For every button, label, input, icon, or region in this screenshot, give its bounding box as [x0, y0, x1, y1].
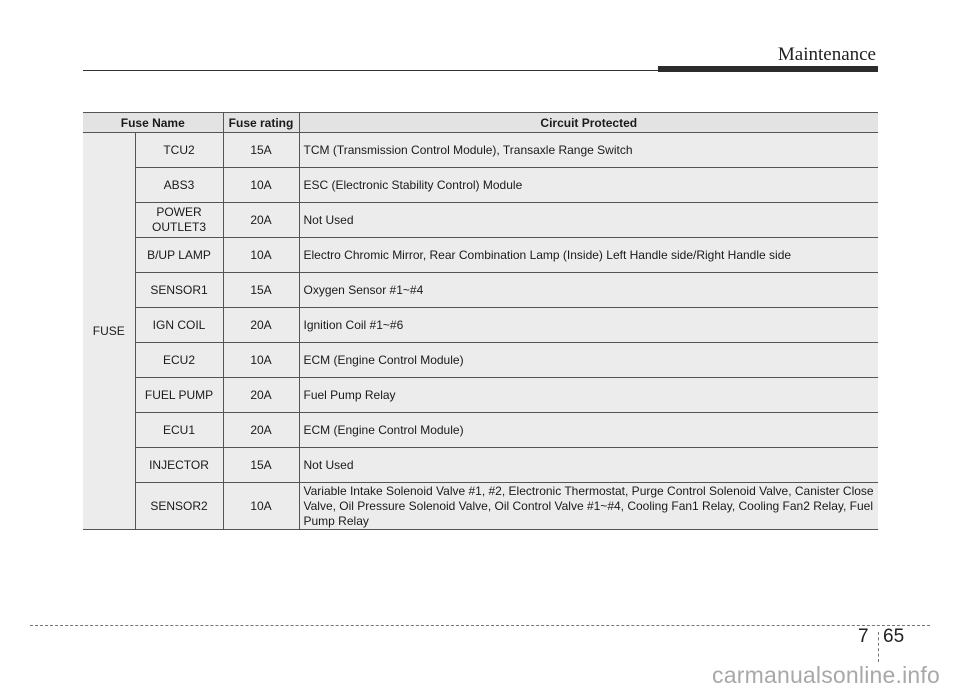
fuse-table	[83, 112, 878, 530]
circuit-protected-cell: Fuel Pump Relay	[299, 378, 878, 413]
page-number: 65	[883, 626, 905, 647]
fuse-rating-cell: 20A	[223, 413, 299, 448]
header-fuse-name: Fuse Name	[83, 113, 223, 133]
table-row	[83, 168, 878, 203]
table-row	[83, 413, 878, 448]
circuit-protected-cell: ESC (Electronic Stability Control) Module	[299, 168, 878, 203]
fuse-rating-cell: 15A	[223, 133, 299, 168]
fuse-rating-cell: 10A	[223, 168, 299, 203]
fuse-name-cell: B/UP LAMP	[135, 238, 223, 273]
fuse-name-cell: TCU2	[135, 133, 223, 168]
fuse-name-cell: INJECTOR	[135, 448, 223, 483]
fuse-rating-cell: 15A	[223, 448, 299, 483]
table-header-row	[83, 113, 878, 133]
fuse-rating-cell: 20A	[223, 308, 299, 343]
footer-dashed-line	[30, 625, 930, 626]
circuit-protected-cell: Electro Chromic Mirror, Rear Combination Lamp (Inside) Left Handle side/Right Handle side	[299, 238, 878, 273]
circuit-protected-cell: TCM (Transmission Control Module), Transaxle Range Switch	[299, 133, 878, 168]
fuse-rating-cell: 10A	[223, 238, 299, 273]
table-row	[83, 343, 878, 378]
section-title: Maintenance	[777, 44, 876, 65]
table-body	[83, 133, 878, 530]
fuse-rating-cell: 10A	[223, 343, 299, 378]
fuse-group-label: FUSE	[83, 133, 135, 530]
fuse-name-cell: POWER OUTLET3	[135, 203, 223, 238]
table-row	[83, 273, 878, 308]
fuse-name-cell: ECU2	[135, 343, 223, 378]
fuse-name-cell: IGN COIL	[135, 308, 223, 343]
watermark: carmanualsonline.info	[712, 662, 940, 688]
table-row	[83, 238, 878, 273]
fuse-name-cell: SENSOR2	[135, 483, 223, 530]
header-rule-accent	[658, 66, 878, 72]
fuse-rating-cell: 10A	[223, 483, 299, 530]
table-row	[83, 483, 878, 530]
circuit-protected-cell: Oxygen Sensor #1~#4	[299, 273, 878, 308]
fuse-name-cell: FUEL PUMP	[135, 378, 223, 413]
chapter-number: 7	[858, 626, 869, 647]
circuit-protected-cell: ECM (Engine Control Module)	[299, 413, 878, 448]
table-row	[83, 203, 878, 238]
header-circuit-protected: Circuit Protected	[299, 113, 878, 133]
footer-dashed-divider	[878, 632, 879, 662]
circuit-protected-cell: ECM (Engine Control Module)	[299, 343, 878, 378]
fuse-name-cell: ECU1	[135, 413, 223, 448]
circuit-protected-cell: Ignition Coil #1~#6	[299, 308, 878, 343]
table-row	[83, 448, 878, 483]
circuit-protected-cell: Not Used	[299, 203, 878, 238]
fuse-rating-cell: 20A	[223, 378, 299, 413]
header-fuse-rating: Fuse rating	[223, 113, 299, 133]
table-row	[83, 308, 878, 343]
fuse-rating-cell: 15A	[223, 273, 299, 308]
table-row	[83, 133, 878, 168]
table-row	[83, 378, 878, 413]
fuse-rating-cell: 20A	[223, 203, 299, 238]
fuse-name-cell: ABS3	[135, 168, 223, 203]
circuit-protected-cell: Not Used	[299, 448, 878, 483]
circuit-protected-cell: Variable Intake Solenoid Valve #1, #2, Electronic Thermostat, Purge Control Solenoid Valve, Canister Close Valve, Oil Pressure Solenoid Valve, Oil Control Valve #1~#4, Cooling Fan1 Relay, Cooling Fan2 Relay, Fuel Pump Relay	[299, 483, 878, 530]
fuse-name-cell: SENSOR1	[135, 273, 223, 308]
